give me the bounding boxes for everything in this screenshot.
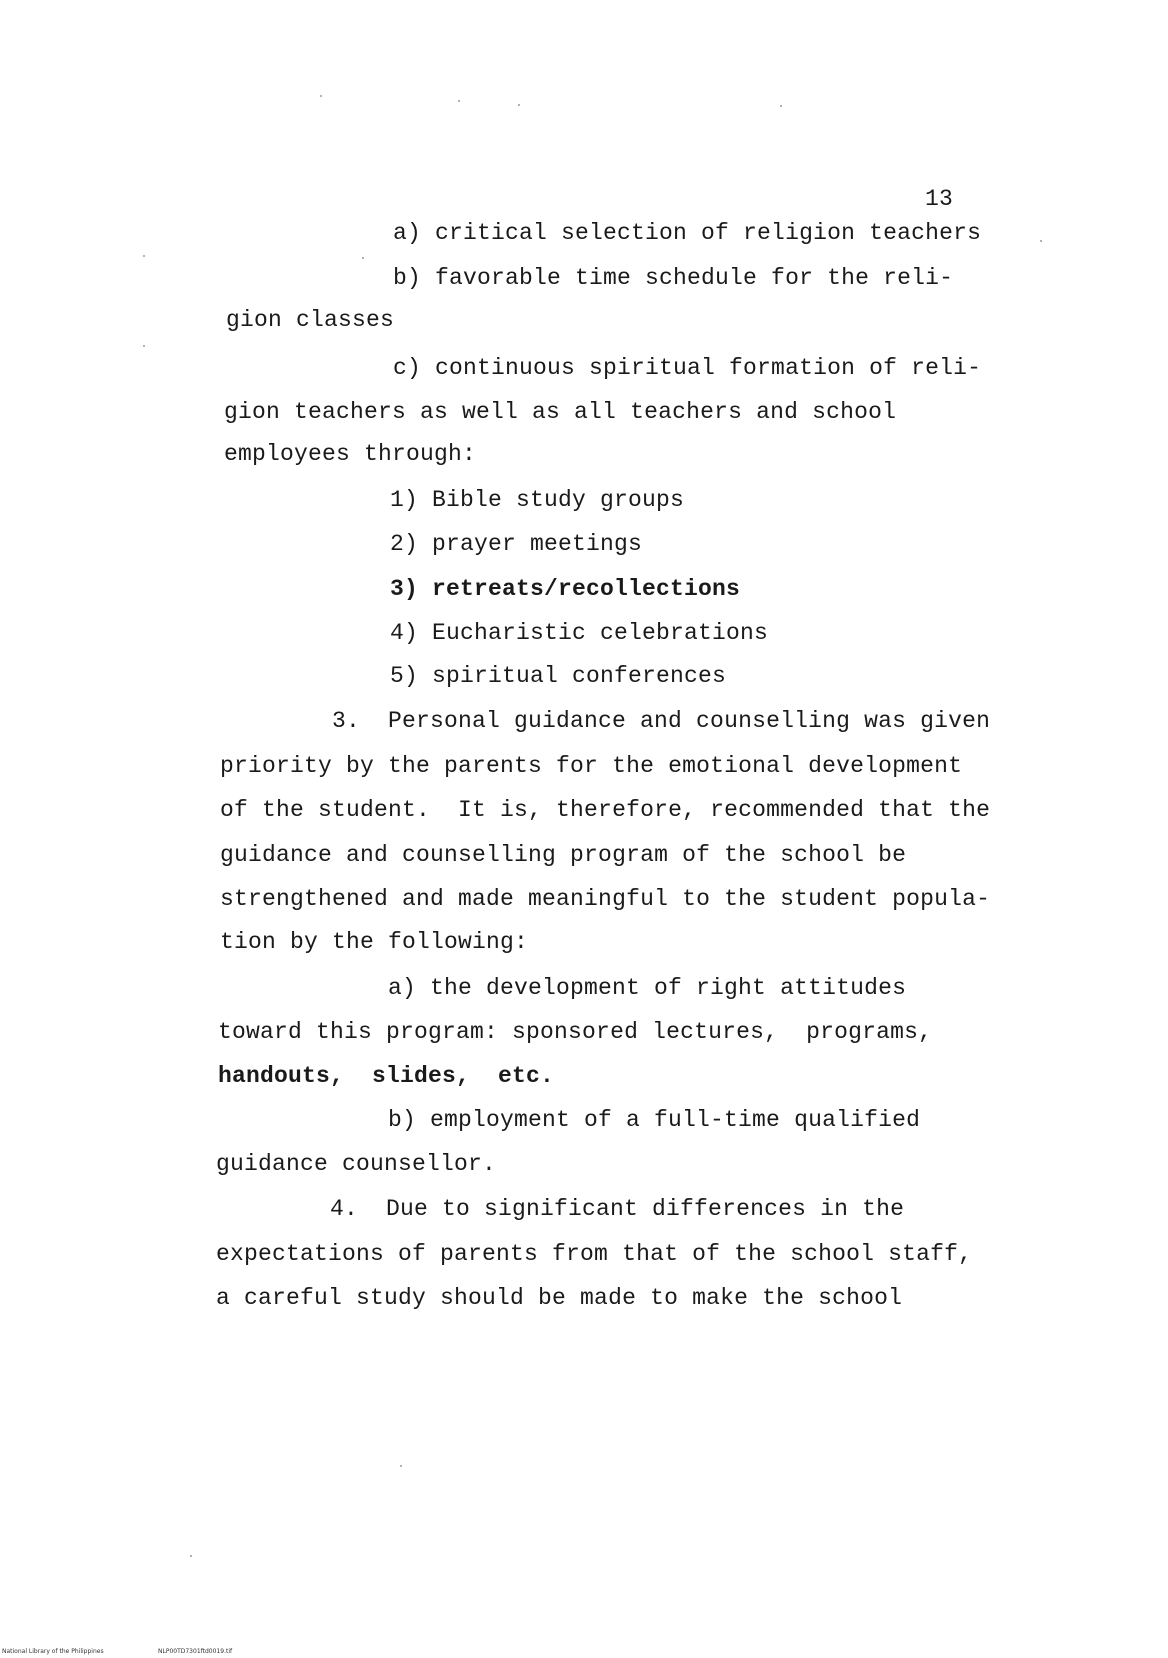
text-line-18: a) the development of right attitudes xyxy=(388,975,907,1001)
text-line-13: priority by the parents for the emotional development xyxy=(220,753,963,779)
list-item-5: 5) spiritual conferences xyxy=(390,663,727,689)
text-line-12: 3. Personal guidance and counselling was given xyxy=(332,708,991,734)
list-item-4: 4) Eucharistic celebrations xyxy=(390,620,769,646)
scan-speck xyxy=(518,104,520,106)
scan-speck xyxy=(780,105,782,107)
text-line-23: 4. Due to significant differences in the xyxy=(330,1196,905,1222)
footer-filename: NLP00TD7301ftd0019.tif xyxy=(158,1648,233,1655)
scan-speck xyxy=(400,1465,402,1467)
scan-speck xyxy=(320,95,322,97)
footer-library-label: National Library of the Philippines xyxy=(2,1648,104,1655)
page-number: 13 xyxy=(925,186,954,212)
text-line-24: expectations of parents from that of the school staff, xyxy=(216,1241,973,1267)
text-line-21: b) employment of a full-time qualified xyxy=(388,1107,921,1133)
text-line-15: guidance and counselling program of the school be xyxy=(220,842,907,868)
scan-speck xyxy=(1040,240,1042,242)
list-item-1: 1) Bible study groups xyxy=(390,487,685,513)
list-item-3: 3) retreats/recollections xyxy=(390,576,741,602)
text-line-5: gion teachers as well as all teachers and school xyxy=(224,399,897,425)
text-line-6: employees through: xyxy=(224,441,477,467)
text-line-16: strengthened and made meaningful to the student popula- xyxy=(220,886,991,912)
scan-speck xyxy=(190,1555,192,1557)
scan-speck xyxy=(143,255,145,257)
scan-speck xyxy=(458,100,460,102)
text-line-25: a careful study should be made to make the school xyxy=(216,1285,903,1311)
text-line-14: of the student. It is, therefore, recommended that the xyxy=(220,797,991,823)
scan-speck xyxy=(362,257,364,259)
text-line-1: a) critical selection of religion teachers xyxy=(393,220,982,246)
text-line-2: b) favorable time schedule for the reli- xyxy=(393,265,954,291)
text-line-3: gion classes xyxy=(226,307,395,333)
text-line-19: toward this program: sponsored lectures, programs, xyxy=(218,1019,933,1045)
scan-speck xyxy=(143,345,145,347)
text-line-20: handouts, slides, etc. xyxy=(218,1063,555,1089)
text-line-17: tion by the following: xyxy=(220,929,529,955)
list-item-2: 2) prayer meetings xyxy=(390,531,643,557)
text-line-4: c) continuous spiritual formation of reli- xyxy=(393,355,982,381)
text-line-22: guidance counsellor. xyxy=(216,1151,497,1177)
